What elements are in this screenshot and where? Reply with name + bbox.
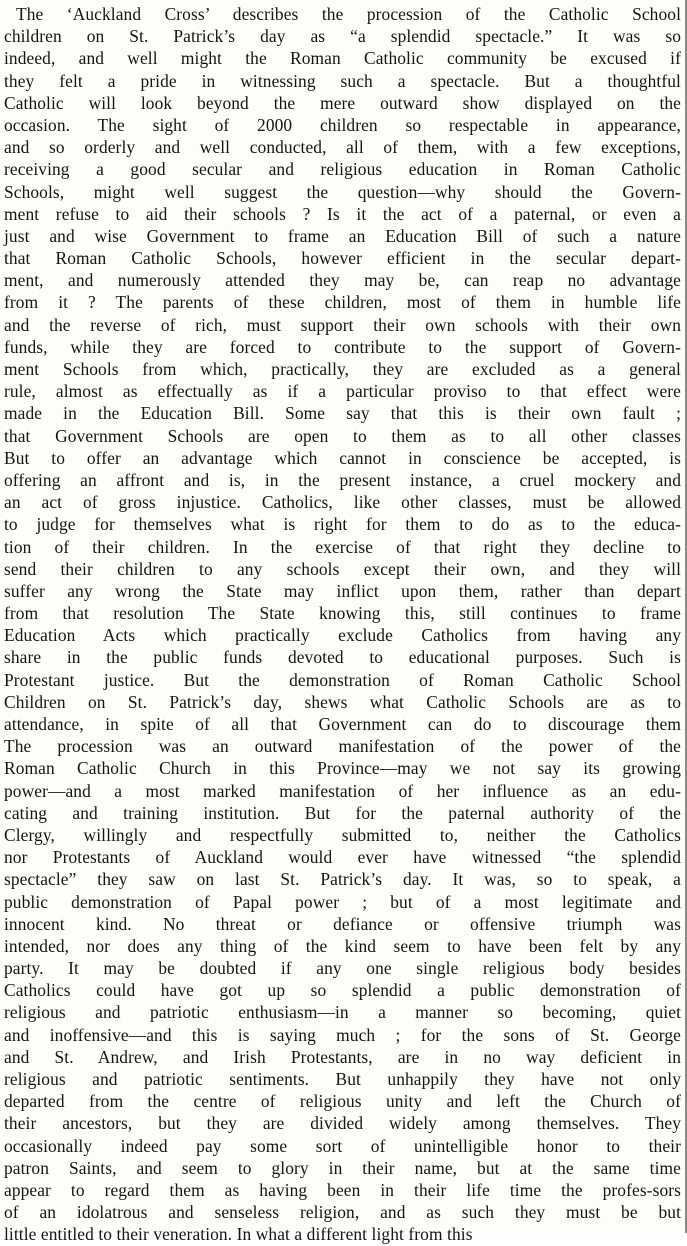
article-line: they felt a pride in witnessing such a spectacle. But a thoughtful	[4, 70, 681, 91]
article-line: religious and patriotic sentiments. But unhappily they have not only	[4, 1069, 681, 1089]
article-line: Children on St. Patrick’s day, shews what Catholic Schools are as to	[4, 691, 681, 712]
article-line: public demonstration of Papal power ; but of a most legitimate and	[4, 891, 681, 912]
article-body	[4, 3, 681, 1246]
article-line: appear to regard them as having been in their life time the profes-sors	[4, 1179, 681, 1200]
article-line: ment refuse to aid their schools ? Is it the act of a paternal, or even a	[4, 203, 681, 224]
article-line: religious and patriotic enthusiasm—in a manner so becoming, quiet	[4, 1002, 681, 1023]
article-line: indeed, and well might the Roman Catholic community be excused if	[4, 48, 681, 69]
article-line: send their children to any schools except their own, and they will	[4, 558, 681, 579]
article-line: from it ? The parents of these children, most of them in humble life	[4, 292, 681, 313]
article-line: little entitled to their veneration. In what a different light from this	[4, 1224, 473, 1245]
article-line: from that resolution The State knowing this, still continues to frame	[4, 603, 681, 624]
article-line: power—and a most marked manifestation of her influence as an edu-	[4, 780, 681, 801]
article-line: cating and training institution. But for the paternal authority of the	[4, 802, 681, 823]
article-line: an act of gross injustice. Catholics, like other classes, must be allowed	[4, 492, 681, 513]
article-line: to judge for themselves what is right for them to do as to the educa-	[4, 514, 681, 535]
article-line: The ‘Auckland Cross’ describes the procession of the Catholic School	[16, 4, 681, 24]
article-line: that Roman Catholic Schools, however efficient in the secular depart-	[4, 248, 681, 269]
article-line: Clergy, willingly and respectfully submitted to, neither the Catholics	[4, 824, 681, 845]
article-line: intended, nor does any thing of the kind seem to have been felt by any	[4, 935, 681, 956]
article-line: Schools, might well suggest the question—why should the Govern-	[4, 181, 681, 202]
article-line: innocent kind. No threat or defiance or offensive triumph was	[4, 913, 681, 934]
article-line: funds, while they are forced to contribute to the support of Govern-	[4, 336, 681, 357]
article-line: Catholic will look beyond the mere outward show displayed on the	[4, 92, 681, 113]
article-line: The procession was an outward manifestation of the power of the	[4, 736, 681, 757]
article-line: Catholics could have got up so splendid a public demonstration of	[4, 980, 681, 1001]
article-line: that Government Schools are open to them as to all other classes	[4, 425, 681, 446]
article-line: occasionally indeed pay some sort of unintelligible honor to their	[4, 1135, 681, 1156]
article-line: suffer any wrong the State may inflict upon them, rather than depart	[4, 580, 681, 601]
article-line: rule, almost as effectually as if a particular proviso to that effect were	[4, 381, 681, 402]
article-line: made in the Education Bill. Some say that this is their own fault ;	[4, 403, 681, 424]
article-line: Roman Catholic Church in this Province—may we not say its growing	[4, 758, 681, 779]
article-line: Protestant justice. But the demonstration of Roman Catholic School	[4, 669, 681, 690]
article-line: nor Protestants of Auckland would ever have witnessed “the splendid	[4, 847, 681, 868]
article-line: of an idolatrous and senseless religion, and as such they must be but	[4, 1202, 681, 1223]
article-line: occasion. The sight of 2000 children so respectable in appearance,	[4, 114, 681, 135]
article-line: and the reverse of rich, must support their own schools with their own	[4, 314, 681, 335]
article-line: But to offer an advantage which cannot in conscience be accepted, is	[4, 447, 681, 468]
article-line: departed from the centre of religious unity and left the Church of	[4, 1091, 681, 1112]
article-line: and so orderly and well conducted, all of them, with a few exceptions,	[4, 137, 681, 158]
article-line: and inoffensive—and this is saying much ; for the sons of St. George	[4, 1024, 681, 1045]
article-line: offering an affront and is, in the present instance, a cruel mockery and	[4, 469, 681, 490]
article-line: Education Acts which practically exclude Catholics from having any	[4, 625, 681, 646]
article-line: party. It may be doubted if any one single religious body besides	[4, 958, 681, 979]
article-line: share in the public funds devoted to educational purposes. Such is	[4, 647, 681, 668]
article-line: attendance, in spite of all that Government can do to discourage them	[4, 714, 681, 734]
article-line: spectacle” they saw on last St. Patrick’s day. It was, so to speak, a	[4, 869, 681, 890]
article-line: ment Schools from which, practically, they are excluded as a general	[4, 359, 681, 379]
article-line: ment, and numerously attended they may be, can reap no advantage	[4, 270, 681, 291]
article-line: receiving a good secular and religious education in Roman Catholic	[4, 159, 681, 180]
article-line: children on St. Patrick’s day as “a splendid spectacle.” It was so	[4, 26, 681, 47]
article-line: just and wise Government to frame an Education Bill of such a nature	[4, 225, 681, 246]
article-line: and St. Andrew, and Irish Protestants, are in no way deficient in	[4, 1046, 681, 1067]
article-line: their ancestors, but they are divided widely among themselves. They	[4, 1113, 681, 1134]
article-line: patron Saints, and seem to glory in their name, but at the same time	[4, 1157, 681, 1178]
article-line: tion of their children. In the exercise of that right they decline to	[4, 536, 681, 557]
